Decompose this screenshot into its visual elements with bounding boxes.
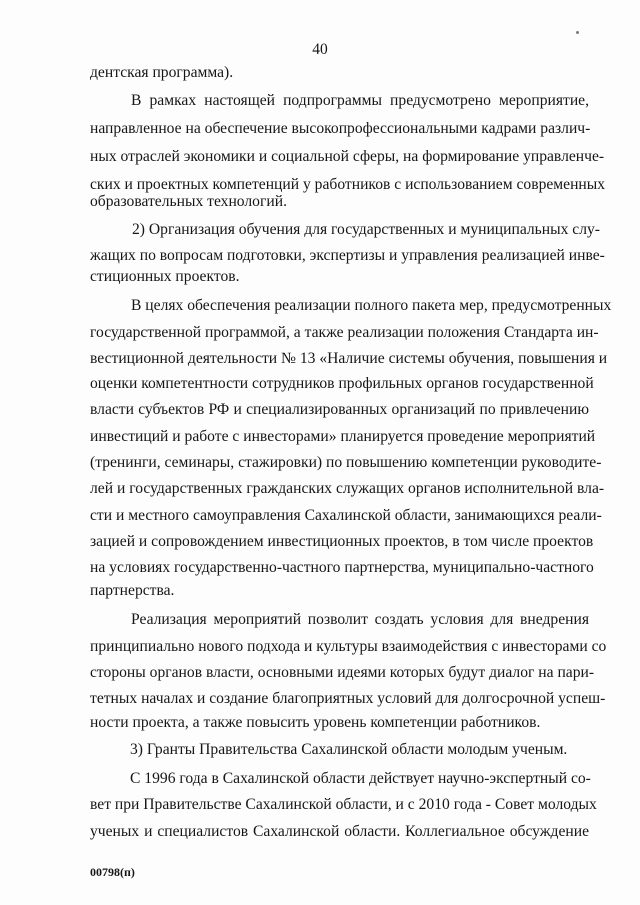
text-line: Реализация мероприятий позволит создать условия для внедрения <box>131 611 589 628</box>
text-line: ских и проектных компетенций у работников с использованием современных <box>90 176 606 193</box>
text-line: оценки компетентности сотрудников профильных органов государственной <box>90 375 594 392</box>
text-line: ности проекта, а также повысить уровень компетенции работников. <box>90 714 541 731</box>
text-line: В рамках настоящей подпрограммы предусмотрено мероприятие, <box>131 92 589 109</box>
text-line: на условиях государственно-частного партнерства, муниципально-частного <box>90 559 594 576</box>
text-line: зацией и сопровождением инвестиционных проектов, в том числе проектов <box>90 533 594 550</box>
text-line: власти субъектов РФ и специализированных организаций по привлечению <box>90 401 589 418</box>
text-line: жащих по вопросам подготовки, экспертизы и управления реализацией инве- <box>90 247 605 264</box>
text-line: 2) Организация обучения для государственных и муниципальных слу- <box>132 221 601 238</box>
text-line: вет при Правительстве Сахалинской области, и с 2010 года - Совет молодых <box>90 796 597 813</box>
text-line: образовательных технологий. <box>90 193 287 210</box>
text-line: направленное на обеспечение высокопрофессиональными кадрами различ- <box>90 120 591 137</box>
document-code: 00798(п) <box>90 865 135 879</box>
text-line: В целях обеспечения реализации полного пакета мер, предусмотренных <box>131 297 612 314</box>
text-line: ных отраслей экономики и социальной сферы, на формирование управленче- <box>90 148 605 165</box>
text-line: дентская программа). <box>90 64 234 81</box>
text-line: принципиально нового подхода и культуры взаимодействия с инвесторами со <box>90 638 607 655</box>
text-line: 3) Гранты Правительства Сахалинской области молодым ученым. <box>130 741 568 758</box>
text-line: ученых и специалистов Сахалинской области. Коллегиальное обсуждение <box>90 823 589 840</box>
text-line: стороны органов власти, основными идеями которых будут диалог на пари- <box>90 664 595 681</box>
scan-speck <box>576 31 579 34</box>
text-line: С 1996 года в Сахалинской области действует научно-экспертный со- <box>130 770 591 787</box>
text-line: сти и местного самоуправления Сахалинской области, занимающихся реали- <box>90 507 602 524</box>
text-line: государственной программой, а также реализации положения Стандарта ин- <box>90 324 599 341</box>
text-line: инвестиций и работе с инвесторами» планируется проведение мероприятий <box>90 428 596 445</box>
page-number: 40 <box>312 41 328 58</box>
text-line: партнерства. <box>90 582 175 599</box>
text-line: стиционных проектов. <box>90 268 240 285</box>
text-line: лей и государственных гражданских служащих органов исполнительной вла- <box>90 480 605 497</box>
text-line: (тренинги, семинары, стажировки) по повышению компетенции руководите- <box>90 454 602 471</box>
text-line: тетных началах и создание благоприятных условий для долгосрочной успеш- <box>90 690 606 707</box>
text-line: вестиционной деятельности № 13 «Наличие системы обучения, повышения и <box>90 350 608 367</box>
